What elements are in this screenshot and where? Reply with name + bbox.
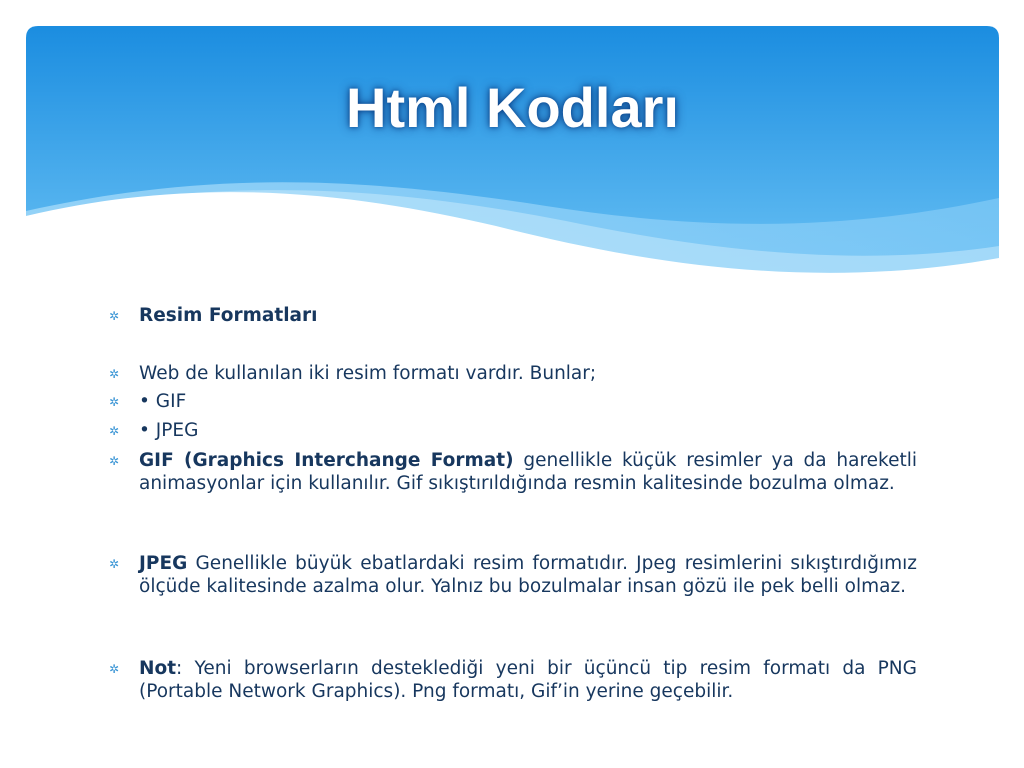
asterisk-icon: ✲	[109, 367, 120, 381]
item-bold: Resim Formatları	[139, 305, 318, 326]
asterisk-icon: ✲	[109, 395, 120, 409]
asterisk-icon: ✲	[109, 662, 120, 676]
item-bold: Not	[139, 658, 177, 679]
item-text: : Yeni browserların desteklediği yeni bir üçüncü tip resim formatı da PNG (Portable Network Graphics). Png formatı, Gif’in yerine geçebilir.	[139, 658, 917, 702]
item-bold: JPEG	[139, 553, 188, 574]
asterisk-icon: ✲	[109, 309, 120, 323]
item-text: genellikle küçük resimler ya da hareketli animasyonlar için kullanılır. Gif sıkıştırıldığında resmin kalitesinde bozulma olmaz.	[139, 450, 917, 494]
item-text: Genellikle büyük ebatlardaki resim formatıdır. Jpeg resimlerini sıkıştırdığımız ölçüde kalitesinde azalma olur. Yalnız bu bozulmalar insan gözü ile pek belli olmaz.	[139, 553, 917, 597]
item-bold: GIF (Graphics Interchange Format)	[139, 450, 514, 471]
item-text: • GIF	[139, 391, 187, 412]
item-text: Web de kullanılan iki resim formatı vardır. Bunlar;	[139, 363, 597, 384]
asterisk-icon: ✲	[109, 557, 120, 571]
asterisk-icon: ✲	[109, 454, 120, 468]
asterisk-icon: ✲	[109, 424, 120, 438]
item-text: • JPEG	[139, 420, 199, 441]
slide-title: Html Kodları	[346, 76, 679, 139]
